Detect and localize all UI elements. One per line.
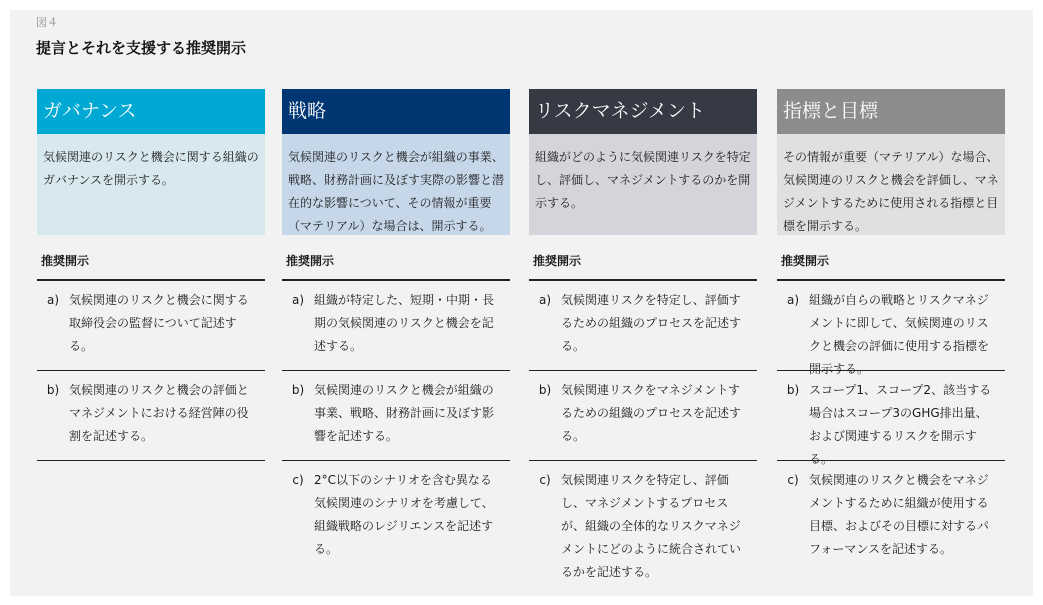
disclosure-item xyxy=(529,281,757,371)
item-text: スコープ1、スコープ2、該当する場合はスコープ3のGHG排出量、および関連するリスクを開示する。 xyxy=(809,383,992,466)
item-letter: b) xyxy=(538,383,552,397)
item-letter: c) xyxy=(292,473,304,487)
disclosure-item xyxy=(529,371,757,461)
page-title: 提言とそれを支援する推奨開示 xyxy=(36,39,247,57)
item-letter: b) xyxy=(291,383,305,397)
item-letter: a) xyxy=(786,293,800,307)
item-text: 気候関連リスクを特定し、評価し、マネジメントするプロセスが、組織の全体的なリスクマネジメントにどのように統合されているかを記述する。 xyxy=(561,473,742,579)
disclosure-item xyxy=(777,461,1005,556)
item-text: 気候関連のリスクと機会が組織の事業、戦略、財務計画に及ぼす影響を記述する。 xyxy=(314,383,495,443)
item-text: 組織が特定した、短期・中期・長期の気候関連のリスクと機会を記述する。 xyxy=(314,293,495,353)
item-letter: a) xyxy=(46,293,60,307)
disclosure-item xyxy=(282,281,510,371)
column-heading: リスクマネジメント xyxy=(529,89,757,134)
column-heading: ガバナンス xyxy=(37,89,265,134)
disclosure-item xyxy=(37,281,265,371)
column-description: 気候関連のリスクと機会に関する組織のガバナンスを開示する。 xyxy=(37,134,265,235)
item-text: 気候関連のリスクと機会の評価とマネジメントにおける経営陣の役割を記述する。 xyxy=(69,383,249,443)
item-letter: a) xyxy=(538,293,552,307)
column-description: その情報が重要（マテリアル）な場合、気候関連のリスクと機会を評価し、マネジメントするために使用される指標と目標を開示する。 xyxy=(777,134,1005,235)
column-strategy xyxy=(282,89,510,556)
figure-label: 図４ xyxy=(36,16,58,29)
recommended-disclosures-label: 推奨開示 xyxy=(37,253,265,281)
item-text: 気候関連リスクを特定し、評価するための組織のプロセスを記述する。 xyxy=(561,293,742,353)
column-heading: 指標と目標 xyxy=(777,89,1005,134)
column-governance xyxy=(37,89,265,461)
item-text: 気候関連のリスクと機会に関する取締役会の監督について記述する。 xyxy=(69,293,249,353)
disclosure-item xyxy=(282,461,510,556)
disclosure-item xyxy=(282,371,510,461)
recommended-disclosures-label: 推奨開示 xyxy=(777,253,1005,281)
column-description: 組織がどのように気候関連リスクを特定し、評価し、マネジメントするのかを開示する。 xyxy=(529,134,757,235)
column-risk-management xyxy=(529,89,757,579)
column-description: 気候関連のリスクと機会が組織の事業、戦略、財務計画に及ぼす実際の影響と潜在的な影響について、その情報が重要（マテリアル）な場合は、開示する。 xyxy=(282,134,510,235)
item-letter: a) xyxy=(291,293,305,307)
disclosure-item xyxy=(777,281,1005,376)
item-text: 2°C以下のシナリオを含む異なる気候関連のシナリオを考慮して、組織戦略のレジリエンスを記述する。 xyxy=(314,473,494,556)
column-metrics-targets xyxy=(777,89,1005,556)
item-letter: b) xyxy=(46,383,60,397)
column-heading: 戦略 xyxy=(282,89,510,134)
item-text: 組織が自らの戦略とリスクマネジメントに即して、気候関連のリスクと機会の評価に使用する指標を開示する。 xyxy=(809,293,990,376)
item-text: 気候関連のリスクと機会をマネジメントするために組織が使用する目標、およびその目標に対するパフォーマンスを記述する。 xyxy=(809,473,990,556)
item-letter: c) xyxy=(787,473,799,487)
item-letter: c) xyxy=(539,473,551,487)
disclosure-item xyxy=(529,461,757,579)
item-letter: b) xyxy=(786,383,800,397)
item-text: 気候関連リスクをマネジメントするための組織のプロセスを記述する。 xyxy=(561,383,742,443)
recommended-disclosures-label: 推奨開示 xyxy=(529,253,757,281)
disclosure-item xyxy=(37,371,265,461)
disclosure-item xyxy=(777,371,1005,466)
recommended-disclosures-label: 推奨開示 xyxy=(282,253,510,281)
